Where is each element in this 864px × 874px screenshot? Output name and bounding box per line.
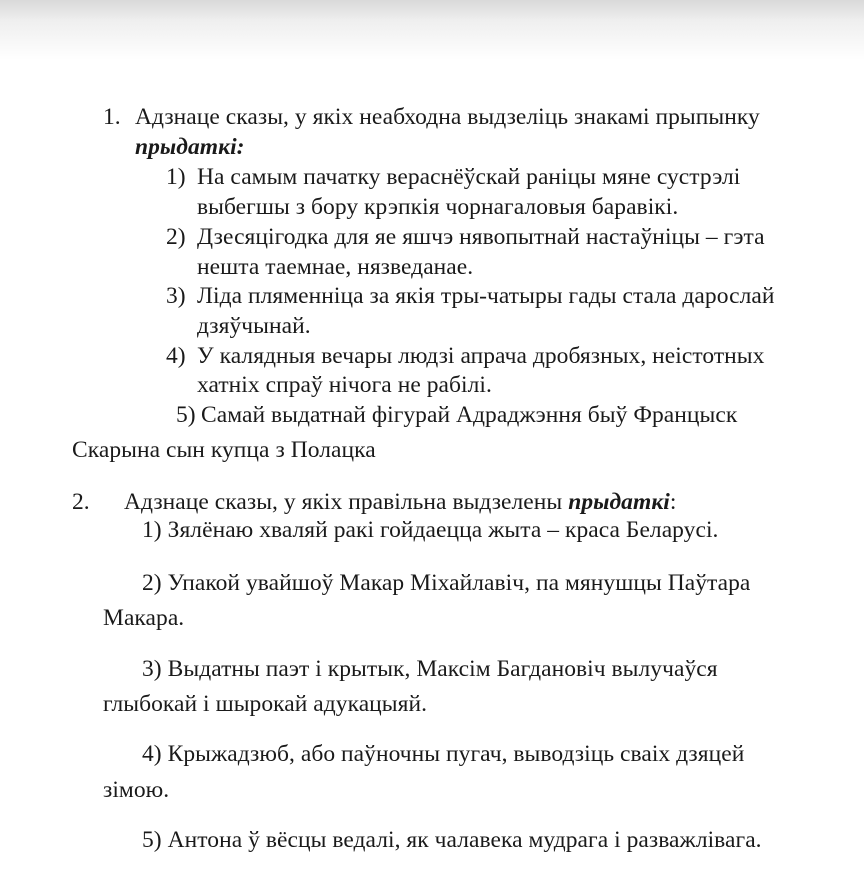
q1-item-4-text-line1: У калядныя вечары людзі апрача дробязных, неістотных <box>197 343 765 369</box>
q2-item-3-text-line2: глыбокай і шырокай адукацыяй. <box>103 691 428 717</box>
q2-item-4-text: Крыжадзюб, або паўночны пугач, выводзіць сваіх дзяцей <box>167 741 745 767</box>
q2-item-5-line1 <box>142 826 762 854</box>
q2-item-4-number: 4) <box>142 741 162 767</box>
q1-item-5-text-line1: Самай выдатнай фігурай Адраджэння быў Францыск <box>201 402 738 428</box>
q2-title-emphasis: прыдаткі <box>568 489 670 515</box>
q2-item-1-number: 1) <box>142 517 162 543</box>
q2-item-4-line1 <box>142 740 744 768</box>
q1-item-2-number: 2) <box>166 224 186 250</box>
q1-item-1-text-line2: выбегшы з бору крэпкія чорнагаловыя баравікі. <box>197 194 679 220</box>
q1-item-5-number: 5) <box>176 402 196 428</box>
q1-title: Адзнаце сказы, у якіх неабходна выдзеліць знакамі прыпынку <box>135 104 760 130</box>
q1-item-4-text-line2: хатніх спраў нічога не рабілі. <box>197 372 492 398</box>
q2-title-colon: : <box>669 489 677 515</box>
top-edge-shadow <box>0 0 864 60</box>
q2-item-1-line1 <box>142 516 718 544</box>
q2-item-3-number: 3) <box>142 656 162 682</box>
q2-item-2-text: Упакой увайшоў Макар Міхайлавіч, па мянушцы Паўтара <box>167 570 751 596</box>
q2-title <box>124 488 676 516</box>
q1-item-1-text-line1: На самым пачатку вераснёўскай раніцы мяне сустрэлі <box>197 164 741 190</box>
q2-item-2-number: 2) <box>142 570 162 596</box>
q1-item-3-number: 3) <box>166 283 186 309</box>
q1-item-2-text-line1: Дзесяцігодка для яе яшчэ нявопытнай настаўніцы – гэта <box>197 224 765 250</box>
q1-number: 1. <box>103 104 121 130</box>
q2-number: 2. <box>72 489 90 515</box>
q2-item-2-text-line2: Макара. <box>103 605 185 631</box>
q1-title-emphasis: прыдаткі: <box>135 134 245 160</box>
q2-item-3-line1 <box>142 655 718 683</box>
q2-item-2-line1 <box>142 569 750 597</box>
q1-item-5-text-line2: Скарына сын купца з Полацка <box>72 437 376 463</box>
q1-item-2-text-line2: нешта таемнае, нязведанае. <box>197 254 474 280</box>
q2-title-text: Адзнаце сказы, у якіх правільна выдзелены <box>124 489 563 515</box>
q2-item-5-number: 5) <box>142 827 162 853</box>
q1-item-1-number: 1) <box>166 164 186 190</box>
q2-item-3-text: Выдатны паэт і крытык, Максім Багдановіч вылучаўся <box>167 656 718 682</box>
q2-item-4-text-line2: зімою. <box>103 777 170 803</box>
q1-item-3-text-line2: дзяўчынай. <box>197 313 311 339</box>
q1-item-3-text-line1: Ліда пляменніца за якія тры-чатыры гады стала дарослай <box>197 283 775 309</box>
q1-item-4-number: 4) <box>166 343 186 369</box>
q2-item-1-text: Зялёнаю хваляй ракі гойдаецца жыта – краса Беларусі. <box>167 517 719 543</box>
q2-item-5-text: Антона ў вёсцы ведалі, як чалавека мудрага і разважлівага. <box>167 827 762 853</box>
